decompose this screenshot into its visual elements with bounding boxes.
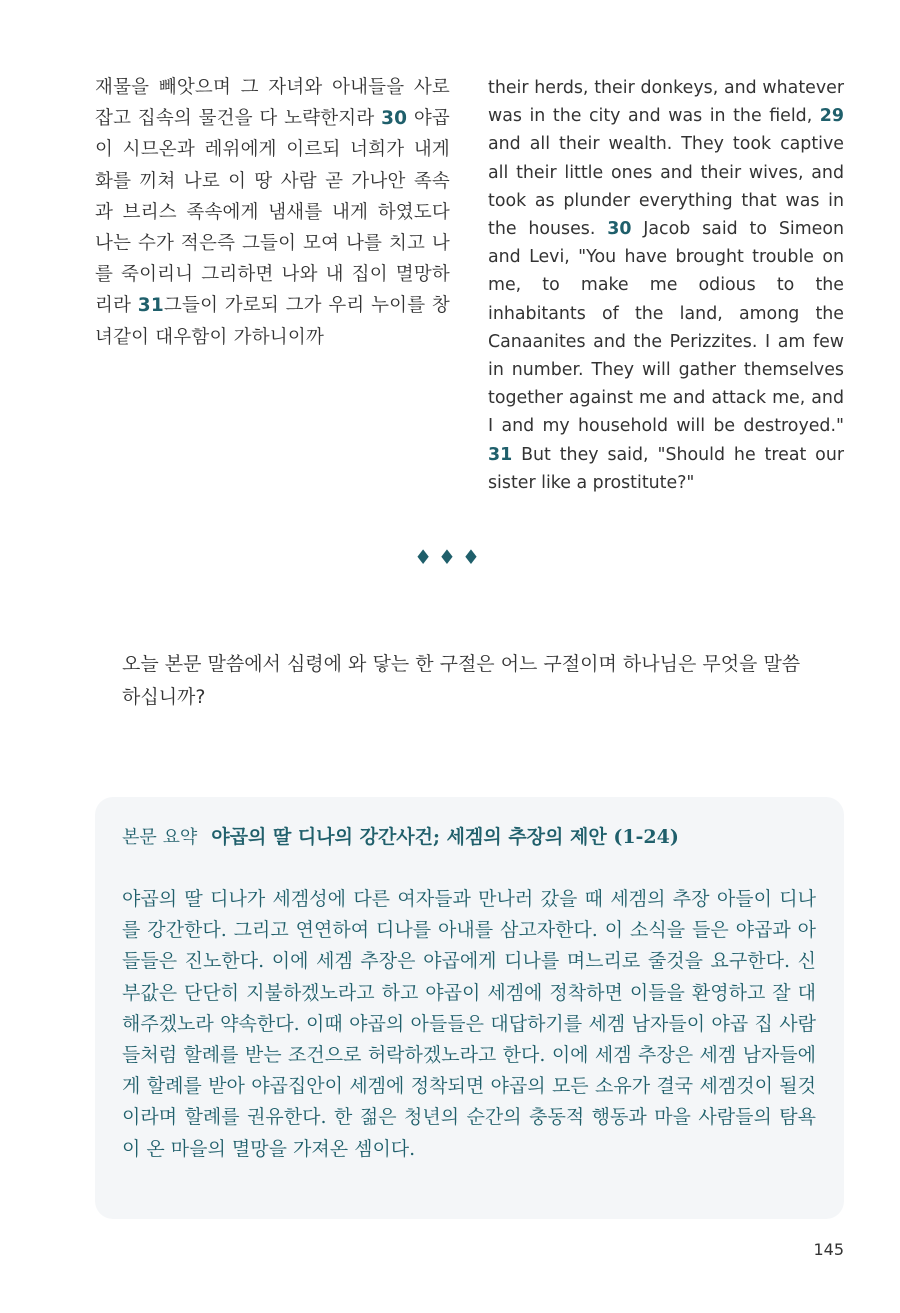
english-text: But they said, "Should he treat our sister like a prostitute?" xyxy=(488,444,844,493)
korean-text: 재물을 빼앗으며 그 자녀와 아내들을 사로잡고 집속의 물건을 다 노략한지라 xyxy=(95,77,450,130)
verse-number: 30 xyxy=(607,219,632,240)
korean-text: 그들이 가로되 그가 우리 누이를 창녀같이 대우함이 가하니이까 xyxy=(95,295,450,348)
english-text: Jacob said to Simeon and Levi, "You have brought trouble on me, to make me odious to the inhabitants of the land, among the Canaanites and the Perizzites. I am few in number. They will gather themselves together against me and attack me, and I and my household will be destroyed." xyxy=(488,219,844,437)
verse-number: 29 xyxy=(819,106,844,127)
summary-label: 본문 요약 xyxy=(122,827,198,848)
english-text: and all their wealth. They took captive all their little ones and their wives, and took as plunder everything that was in the houses. xyxy=(488,134,844,240)
korean-text: 야곱이 시므온과 레위에게 이르되 너희가 내게 화를 끼쳐 나로 이 땅 사람 곧 가나안 족속과 브리스 족속에게 냄새를 내게 하였도다 나는 수가 적은즉 그들이 모여 나를 치고 나를 죽이리니 그리하면 나와 내 집이 멸망하리라 xyxy=(95,108,450,317)
english-scripture-column xyxy=(488,74,844,497)
diamond-divider: ♦♦♦ xyxy=(414,545,486,569)
verse-number: 30 xyxy=(381,108,408,130)
page-number: 145 xyxy=(813,1240,844,1259)
summary-body: 야곱의 딸 디나가 세겜성에 다른 여자들과 만나러 갔을 때 세겜의 추장 아들이 디나를 강간한다. 그리고 연연하여 디나를 아내를 삼고자한다. 이 소식을 들은 야곱과 아들들은 진노한다. 이에 세겜 추장은 야곱에게 디나를 며느리로 줄것을 요구한다. 신부값은 단단히 지불하겠노라고 하고 야곱이 세겜에 정착하면 이들을 환영하고 잘 대해주겠노라 약속한다. 이때 야곱의 아들들은 대답하기를 세겜 남자들이 야곱 집 사람들처럼 할례를 받는 조건으로 허락하겠노라고 한다. 이에 세겜 추장은 세겜 남자들에게 할례를 받아 야곱집안이 세겜에 정착되면 야곱의 모든 소유가 결국 세겜것이 될것이라며 할례를 권유한다. 한 젊은 청년의 순간의 충동적 행동과 마을 사람들의 탐욕이 온 마을의 멸망을 가져온 셈이다. xyxy=(122,888,816,1160)
verse-number: 31 xyxy=(137,295,164,317)
summary-header xyxy=(122,822,822,849)
korean-scripture-column xyxy=(95,72,450,353)
english-text: their herds, their donkeys, and whatever was in the city and was in the field, xyxy=(488,78,844,127)
verse-number: 31 xyxy=(488,444,513,465)
summary-title: 야곱의 딸 디나의 강간사건; 세겜의 추장의 제안 (1-24) xyxy=(211,826,679,848)
reflection-question: 오늘 본문 말씀에서 심령에 와 닿는 한 구절은 어느 구절이며 하나님은 무엇을 말씀하십니까? xyxy=(122,653,801,708)
